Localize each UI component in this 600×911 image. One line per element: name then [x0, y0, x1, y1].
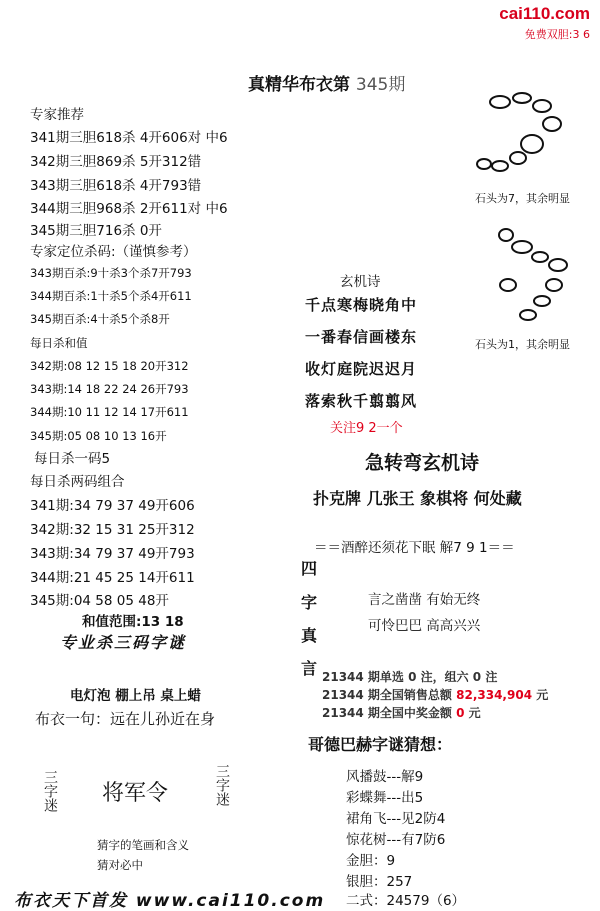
goldbach-line: 金胆：9 — [346, 853, 396, 869]
general-order: 将军令 — [102, 781, 169, 806]
sum-line: 343期:14 18 22 24 26开793 — [30, 382, 189, 396]
poem-line: 收灯庭院迟迟月 — [305, 360, 418, 378]
saying: 布衣一句：远在儿孙近在身 — [35, 710, 216, 728]
hint: 猜对必中 — [97, 858, 143, 872]
two-line: 343期:34 79 37 49开793 — [30, 546, 195, 562]
goldbach-line: 惊花树---有7防6 — [346, 832, 446, 848]
two-line: 342期:32 15 31 25开312 — [30, 522, 195, 538]
two-line: 344期:21 45 25 14开611 — [30, 570, 195, 586]
sum-line: 342期:08 12 15 18 20开312 — [30, 359, 189, 373]
goldbach-line: 银胆：257 — [346, 874, 413, 890]
goldbach-line: 彩蝶舞---出5 — [346, 790, 424, 806]
position-line: 344期百杀:1十杀5个杀4开611 — [30, 289, 192, 303]
stat-line: 21344 期全国销售总额 82,334,904 元 — [322, 688, 549, 702]
page-title: 真精华布衣第 345期 — [248, 75, 406, 95]
sum-title: 每日杀和值 — [30, 336, 88, 350]
kill-one: 每日杀一码5 — [34, 451, 111, 467]
stat-line: 21344 期全国中奖金额 0 元 — [322, 706, 481, 720]
stone-caption: 石头为7，其余明显 — [475, 192, 570, 205]
expert-line: 343期三胆618杀 4开793错 — [30, 178, 202, 194]
four-char-label: 言 — [301, 659, 318, 678]
expert-line: 344期三胆968杀 2开611对 中6 — [30, 201, 228, 217]
expert-line: 342期三胆869杀 5开312错 — [30, 154, 202, 170]
poem-line: 落索秋千翦翦风 — [305, 392, 418, 410]
two-line: 341期:34 79 37 49开606 — [30, 498, 195, 514]
poem-line: 千点寒梅晓角中 — [305, 296, 418, 314]
expert-title: 专家推荐 — [30, 107, 84, 123]
expert-line: 341期三胆618杀 4开606对 中6 — [30, 130, 228, 146]
stone-chain-one-image — [478, 225, 578, 333]
riddle-vertical-label: 三字迷 — [42, 770, 58, 812]
stat-line: 21344 期单选 0 注，组六 0 注 — [322, 670, 498, 684]
sum-range: 和值范围:13 18 — [82, 614, 184, 630]
stone-caption: 石头为1，其余明显 — [475, 338, 570, 351]
goldbach-line: 裙角飞---见2防4 — [346, 811, 446, 827]
sum-line: 345期:05 08 10 13 16开 — [30, 429, 167, 443]
riddle-vertical-label: 三字迷 — [214, 764, 230, 806]
drunk-line: ＝＝酒醉还须花下眠 解7 9 1＝＝ — [314, 540, 515, 556]
phrase: 可怜巴巴 高高兴兴 — [368, 618, 481, 634]
position-line: 345期百杀:4十杀5个杀8开 — [30, 312, 170, 326]
stone-chain-seven-image — [470, 92, 580, 187]
poem-title: 玄机诗 — [340, 274, 381, 290]
position-title: 专家定位杀码:（谨慎参考） — [30, 244, 197, 260]
goldbach-title: 哥德巴赫字谜猜想： — [308, 735, 453, 754]
cards-riddle: 扑克牌 几张王 象棋将 何处藏 — [313, 489, 522, 508]
hint: 猜字的笔画和含义 — [97, 838, 189, 852]
riddle-title: 专业杀三码字谜 — [60, 633, 187, 652]
site-name[interactable]: cai110.com — [499, 4, 590, 23]
expert-line: 345期三胆716杀 0开 — [30, 223, 162, 239]
free-picks: 免费双胆:3 6 — [524, 28, 590, 41]
four-char-label: 字 — [301, 593, 318, 612]
phrase: 言之凿凿 有始无终 — [368, 592, 481, 608]
goldbach-line: 二式：24579（6） — [346, 893, 466, 909]
goldbach-line: 风播鼓---解9 — [346, 769, 424, 785]
two-title: 每日杀两码组合 — [30, 474, 125, 490]
footer-banner[interactable]: 布衣天下首发 www.cai110.com — [14, 891, 326, 911]
sum-line: 344期:10 11 12 14 17开611 — [30, 405, 189, 419]
riddle: 电灯泡 棚上吊 桌上蜡 — [70, 688, 201, 704]
turn-title: 急转弯玄机诗 — [365, 452, 480, 474]
four-char-label: 真 — [301, 626, 318, 645]
focus-note: 关注9 2一个 — [330, 421, 403, 436]
poem-line: 一番春信画楼东 — [305, 328, 418, 346]
position-line: 343期百杀:9十杀3个杀7开793 — [30, 266, 192, 280]
two-line: 345期:04 58 05 48开 — [30, 593, 169, 609]
four-char-label: 四 — [301, 559, 318, 578]
